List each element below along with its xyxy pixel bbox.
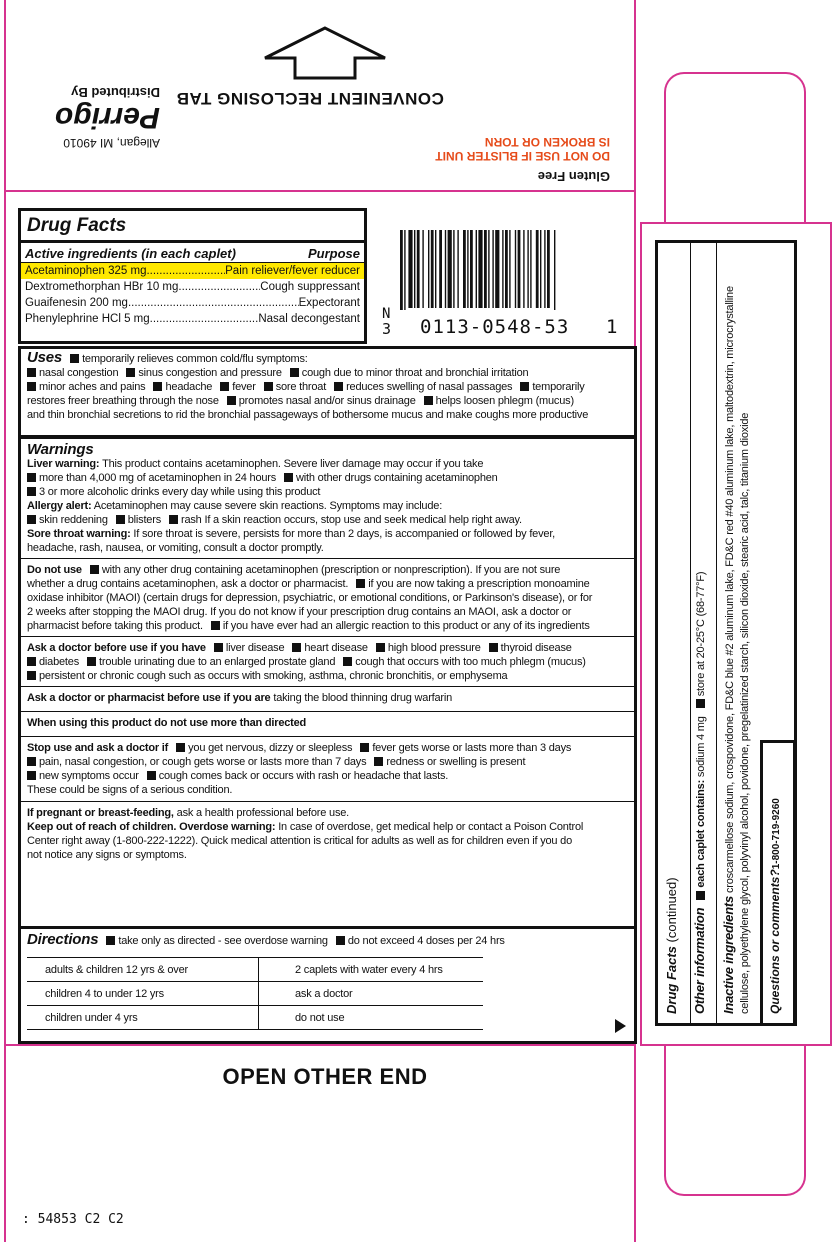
do-not-use-line5b: if you have ever had an allergic reaction to this product or any of its ingredients bbox=[222, 620, 590, 632]
uses-box bbox=[18, 346, 637, 438]
barcode-bar bbox=[445, 230, 446, 308]
bullet-square-icon bbox=[264, 382, 273, 391]
other-info-b1-value: sodium 4 mg bbox=[695, 716, 707, 778]
inactive-line1: croscarmellose sodium, crospovidone, FD&C blue #2 aluminum lake, FD&C red #40 aluminum lake, maltodextrin, microcrystalline bbox=[724, 286, 736, 894]
directions-table-bottom bbox=[27, 1029, 483, 1030]
barcode-bars bbox=[400, 230, 600, 310]
liver-bullet-3: 3 or more alcoholic drinks every day while using this product bbox=[39, 486, 321, 498]
other-info-b1-label: each caplet contains: bbox=[695, 779, 707, 888]
barcode-bar bbox=[484, 230, 487, 308]
stop-use-label: Stop use and ask a doctor if bbox=[27, 742, 169, 754]
sore-throat-text: If sore throat is severe, persists for more than 2 days, is accompanied or followed by fever, bbox=[133, 528, 556, 540]
uses-item: temporarily bbox=[532, 381, 585, 393]
directions-title: Directions bbox=[27, 931, 99, 948]
bullet-square-icon bbox=[290, 368, 299, 377]
uses-line3 bbox=[27, 380, 628, 394]
bullet-square-icon bbox=[220, 382, 229, 391]
directions-table bbox=[27, 957, 483, 1030]
distributor-city: Allegan, MI 49010 bbox=[63, 136, 160, 150]
ingredient-purpose: Cough suppressant bbox=[260, 281, 360, 293]
bullet-square-icon bbox=[27, 757, 36, 766]
uses-title: Uses bbox=[27, 349, 63, 366]
bullet-square-icon bbox=[176, 743, 185, 752]
side-flap-top-dieline bbox=[664, 72, 806, 224]
ask-doctor-item: cough that occurs with too much phlegm (mucus) bbox=[355, 656, 586, 668]
active-ingredients-header: Active ingredients (in each caplet) bbox=[25, 246, 236, 261]
barcode-bar bbox=[408, 230, 412, 308]
side-drug-facts-cont: (continued) bbox=[664, 877, 679, 943]
ingredient-row bbox=[21, 263, 364, 279]
uses-item: nasal congestion bbox=[39, 367, 119, 379]
barcode-bar bbox=[463, 230, 466, 308]
bullet-square-icon bbox=[292, 643, 301, 652]
bullet-square-icon bbox=[334, 382, 343, 391]
barcode-right: 1 bbox=[606, 316, 618, 338]
uses-line5: and thin bronchial secretions to rid the bronchial passageways of bothersome mucus and make coughs more productive bbox=[27, 409, 589, 421]
reclosing-tab-label: CONVENIENT RECLOSING TAB bbox=[176, 89, 444, 108]
bullet-square-icon bbox=[153, 382, 162, 391]
ask-doctor-line3: persistent or chronic cough such as occurs with smoking, asthma, chronic bronchitis, or emphysema bbox=[39, 670, 508, 682]
directions-bullet-1: take only as directed - see overdose warning bbox=[118, 935, 328, 947]
directions-box bbox=[18, 926, 637, 1044]
ask-doctor-line1 bbox=[27, 641, 628, 655]
pregnant-text: ask a health professional before use. bbox=[176, 807, 350, 819]
perrigo-logo: Perrigo bbox=[54, 101, 160, 134]
ask-pharmacist-label: Ask a doctor or pharmacist before use if you are bbox=[27, 692, 271, 704]
allergy-alert-label: Allergy alert: bbox=[27, 500, 92, 512]
uses-line2 bbox=[27, 366, 628, 380]
gluten-free: Gluten Free bbox=[537, 169, 610, 184]
side-drug-facts-title: Drug Facts bbox=[664, 946, 679, 1014]
barcode-bar bbox=[530, 230, 531, 308]
stop-use-item: fever gets worse or lasts more than 3 days bbox=[372, 742, 572, 754]
ingredient-list bbox=[21, 263, 364, 327]
ask-doctor-item: trouble urinating due to an enlarged prostate gland bbox=[99, 656, 336, 668]
drug-facts-active-box bbox=[18, 208, 367, 344]
barcode-bar bbox=[523, 230, 524, 308]
directions-dose: ask a doctor bbox=[295, 987, 353, 1000]
barcode-bar bbox=[470, 230, 473, 308]
barcode-bar bbox=[428, 230, 429, 308]
bottom-code: : 54853 C2 C2 bbox=[22, 1212, 124, 1227]
side-inactive-line1 bbox=[722, 286, 737, 1014]
do-not-use-label: Do not use bbox=[27, 564, 82, 576]
barcode-bar bbox=[515, 230, 516, 308]
bullet-square-icon bbox=[376, 643, 385, 652]
barcode-bar bbox=[547, 230, 550, 308]
barcode-bar bbox=[509, 230, 510, 308]
barcode-bar bbox=[518, 230, 521, 308]
barcode-bar bbox=[457, 230, 458, 308]
barcode-bar bbox=[400, 230, 403, 310]
bullet-square-icon bbox=[27, 657, 36, 666]
bullet-square-icon bbox=[343, 657, 352, 666]
liver-bullet-2: with other drugs containing acetaminophen bbox=[296, 472, 498, 484]
barcode-bar bbox=[540, 230, 541, 308]
barcode-bar bbox=[417, 230, 420, 308]
side-title-line bbox=[664, 877, 679, 1014]
barcode-bar bbox=[422, 230, 423, 308]
stop-use-item: cough comes back or occurs with rash or headache that lasts. bbox=[158, 770, 449, 782]
sore-throat-label: Sore throat warning: bbox=[27, 528, 131, 540]
allergy-bullet-2: blisters bbox=[127, 514, 161, 526]
ask-doctor-item: thyroid disease bbox=[500, 642, 572, 654]
directions-age: children under 4 yrs bbox=[27, 1006, 259, 1029]
bullet-square-icon bbox=[360, 743, 369, 752]
ask-doctor-line2 bbox=[27, 655, 628, 669]
uses-line4b: promotes nasal and/or sinus drainage bbox=[238, 395, 416, 407]
barcode-bar bbox=[554, 230, 555, 310]
distributed-by: Distributed By bbox=[71, 85, 160, 100]
ask-doctor-item: heart disease bbox=[304, 642, 368, 654]
keep-out-label: Keep out of reach of children. Overdose warning: bbox=[27, 821, 276, 833]
ingredient-dots bbox=[146, 263, 225, 279]
inactive-line2: cellulose, polyethylene glycol, polyvinyl alcohol, povidone, pregelatinized starch, silicon dioxide, stearic acid, talc, titanium dioxide bbox=[739, 412, 751, 1014]
uses-line1: temporarily relieves common cold/flu symptoms: bbox=[82, 353, 308, 365]
warnings-title: Warnings bbox=[27, 441, 94, 458]
side-other-info-line bbox=[693, 572, 708, 1014]
barcode-bar bbox=[492, 230, 493, 308]
barcode-left-bottom: 3 bbox=[382, 320, 392, 338]
purpose-header: Purpose bbox=[307, 246, 360, 261]
bullet-square-icon bbox=[27, 771, 36, 780]
barcode-number: 0113-0548-53 bbox=[420, 316, 570, 338]
uses-item: sore throat bbox=[275, 381, 327, 393]
bullet-square-icon bbox=[27, 382, 36, 391]
stop-use-item: new symptoms occur bbox=[39, 770, 139, 782]
barcode-bar bbox=[488, 230, 489, 308]
barcode-left-top: N bbox=[382, 306, 391, 322]
barcode-bar bbox=[453, 230, 454, 308]
bullet-square-icon bbox=[126, 368, 135, 377]
directions-age: children 4 to under 12 yrs bbox=[27, 982, 259, 1005]
ask-doctor-item: high blood pressure bbox=[387, 642, 481, 654]
uses-line4c: helps loosen phlegm (mucus) bbox=[435, 395, 574, 407]
barcode-bar bbox=[404, 230, 405, 310]
barcode-bar bbox=[476, 230, 477, 308]
barcode-bar bbox=[448, 230, 452, 308]
ingredient-purpose: Nasal decongestant bbox=[258, 313, 360, 325]
ingredient-row bbox=[21, 311, 364, 327]
do-not-use-line1: with any other drug containing acetaminophen (prescription or nonprescription). If you are not sure bbox=[101, 564, 561, 576]
stop-use-line1 bbox=[27, 741, 628, 755]
barcode-bar bbox=[431, 230, 434, 308]
uses-item: headache bbox=[165, 381, 213, 393]
bullet-square-icon bbox=[87, 657, 96, 666]
blister-warning-2: IS BROKEN OR TORN bbox=[484, 135, 610, 149]
stop-use-line4: These could be signs of a serious condition. bbox=[27, 784, 233, 796]
directions-row bbox=[27, 981, 483, 1005]
directions-row bbox=[27, 1005, 483, 1029]
stop-use-item: redness or swelling is present bbox=[386, 756, 526, 768]
ingredient-dots bbox=[178, 279, 260, 295]
directions-age: adults & children 12 yrs & over bbox=[27, 958, 259, 981]
do-not-use-line5a: pharmacist before taking this product. bbox=[27, 620, 203, 632]
do-not-use-line4: 2 weeks after stopping the MAOI drug. If you do not know if your prescription drug contains an MAOI, ask a doctor or bbox=[27, 606, 572, 618]
directions-bullet-2: do not exceed 4 doses per 24 hrs bbox=[347, 935, 505, 947]
bullet-square-icon bbox=[147, 771, 156, 780]
ingredient-dots bbox=[128, 295, 299, 311]
liver-warning-text: This product contains acetaminophen. Severe liver damage may occur if you take bbox=[102, 458, 484, 470]
barcode-bar bbox=[527, 230, 528, 308]
barcode-bar bbox=[478, 230, 482, 308]
keep-out-text3: not notice any signs or symptoms. bbox=[27, 849, 187, 861]
uses-line4a: restores freer breathing through the nose bbox=[27, 395, 219, 407]
stop-use-line3 bbox=[27, 769, 628, 783]
ingredient-name: Guaifenesin 200 mg bbox=[25, 297, 128, 309]
uses-item: cough due to minor throat and bronchial irritation bbox=[301, 367, 529, 379]
barcode-bar bbox=[495, 230, 499, 308]
barcode-bar bbox=[435, 230, 436, 308]
directions-dose: do not use bbox=[295, 1011, 345, 1024]
bullet-square-icon bbox=[27, 368, 36, 377]
ingredient-name: Dextromethorphan HBr 10 mg bbox=[25, 281, 179, 293]
barcode-bar bbox=[414, 230, 415, 308]
liver-bullet-1: more than 4,000 mg of acetaminophen in 24 hours bbox=[39, 472, 277, 484]
allergy-bullet-1: skin reddening bbox=[39, 514, 108, 526]
side-inactive-line2 bbox=[738, 413, 752, 1014]
uses-item: sinus congestion and pressure bbox=[138, 367, 282, 379]
barcode-bar bbox=[505, 230, 508, 308]
allergy-tail: If a skin reaction occurs, stop use and seek medical help right away. bbox=[204, 514, 522, 526]
other-info-label: Other information bbox=[692, 907, 707, 1014]
ask-doctor-label: Ask a doctor before use if you have bbox=[27, 642, 206, 654]
side-flap-bottom-dieline bbox=[664, 1044, 806, 1196]
directions-row bbox=[27, 957, 483, 981]
allergy-alert-text: Acetaminophen may cause severe skin reactions. Symptoms may include: bbox=[93, 500, 443, 512]
keep-out-text2: Center right away (1-800-222-1222). Quick medical attention is critical for adults as well as for children even if you do bbox=[27, 835, 573, 847]
do-not-use-line3: oxidase inhibitor (MAOI) (certain drugs for depression, psychiatric, or emotional conditions, or Parkinson's disease), or for bbox=[27, 592, 593, 604]
uses-item: minor aches and pains bbox=[39, 381, 146, 393]
top-flap bbox=[20, 20, 620, 190]
stop-use-line2 bbox=[27, 755, 628, 769]
ingredient-name: Phenylephrine HCl 5 mg bbox=[25, 313, 150, 325]
bullet-square-icon bbox=[489, 643, 498, 652]
pregnant-label: If pregnant or breast-feeding, bbox=[27, 807, 174, 819]
sore-throat-text-2: headache, rash, nausea, or vomiting, consult a doctor promptly. bbox=[27, 542, 324, 554]
barcode-bar bbox=[536, 230, 539, 308]
continue-arrow-icon bbox=[615, 1019, 626, 1033]
questions-phone: 1-800-719-9260 bbox=[771, 798, 782, 870]
ask-doctor-item: diabetes bbox=[39, 656, 79, 668]
drug-facts-title: Drug Facts bbox=[27, 215, 127, 236]
bullet-square-icon bbox=[520, 382, 529, 391]
ingredient-row bbox=[21, 295, 364, 311]
ask-pharmacist-text: taking the blood thinning drug warfarin bbox=[273, 692, 453, 704]
questions-label: Questions or comments? bbox=[768, 869, 782, 1014]
barcode bbox=[380, 230, 620, 340]
ingredient-row bbox=[21, 279, 364, 295]
bullet-square-icon bbox=[214, 643, 223, 652]
do-not-use-line2a: whether a drug contains acetaminophen, ask a doctor or pharmacist. bbox=[27, 578, 349, 590]
allergy-bullet-3: rash bbox=[181, 514, 202, 526]
ingredient-dots bbox=[150, 311, 259, 327]
stop-use-item: pain, nasal congestion, or cough gets worse or lasts more than 7 days bbox=[39, 756, 367, 768]
ask-doctor-item: liver disease bbox=[225, 642, 285, 654]
keep-out-text1: In case of overdose, get medical help or contact a Poison Control bbox=[278, 821, 584, 833]
do-not-use-line2b: if you are now taking a prescription monoamine bbox=[368, 578, 590, 590]
uses-item: fever bbox=[232, 381, 256, 393]
bullet-square-icon bbox=[374, 757, 383, 766]
barcode-bar bbox=[439, 230, 442, 308]
side-questions-line bbox=[768, 798, 782, 1014]
open-other-end: OPEN OTHER END bbox=[222, 1064, 428, 1089]
warnings-box bbox=[18, 436, 637, 932]
ingredient-name: Acetaminophen 325 mg bbox=[25, 265, 147, 277]
inactive-label: Inactive ingredients bbox=[721, 895, 736, 1014]
uses-item: reduces swelling of nasal passages bbox=[346, 381, 513, 393]
ingredient-purpose: Expectorant bbox=[298, 297, 360, 309]
directions-dose: 2 caplets with water every 4 hrs bbox=[295, 963, 443, 976]
barcode-bar bbox=[544, 230, 545, 308]
liver-warning-label: Liver warning: bbox=[27, 458, 100, 470]
ingredient-purpose: Pain reliever/fever reducer bbox=[225, 265, 360, 277]
barcode-bar bbox=[467, 230, 468, 308]
reclosing-tab-arrow-icon bbox=[260, 24, 390, 82]
barcode-bar bbox=[502, 230, 503, 308]
other-info-b2: store at 20-25°C (68-77°F) bbox=[695, 571, 707, 697]
when-using-label: When using this product do not use more than directed bbox=[27, 717, 307, 729]
blister-warning-1: DO NOT USE IF BLISTER UNIT bbox=[435, 149, 610, 163]
stop-use-item: you get nervous, dizzy or sleepless bbox=[188, 742, 353, 754]
